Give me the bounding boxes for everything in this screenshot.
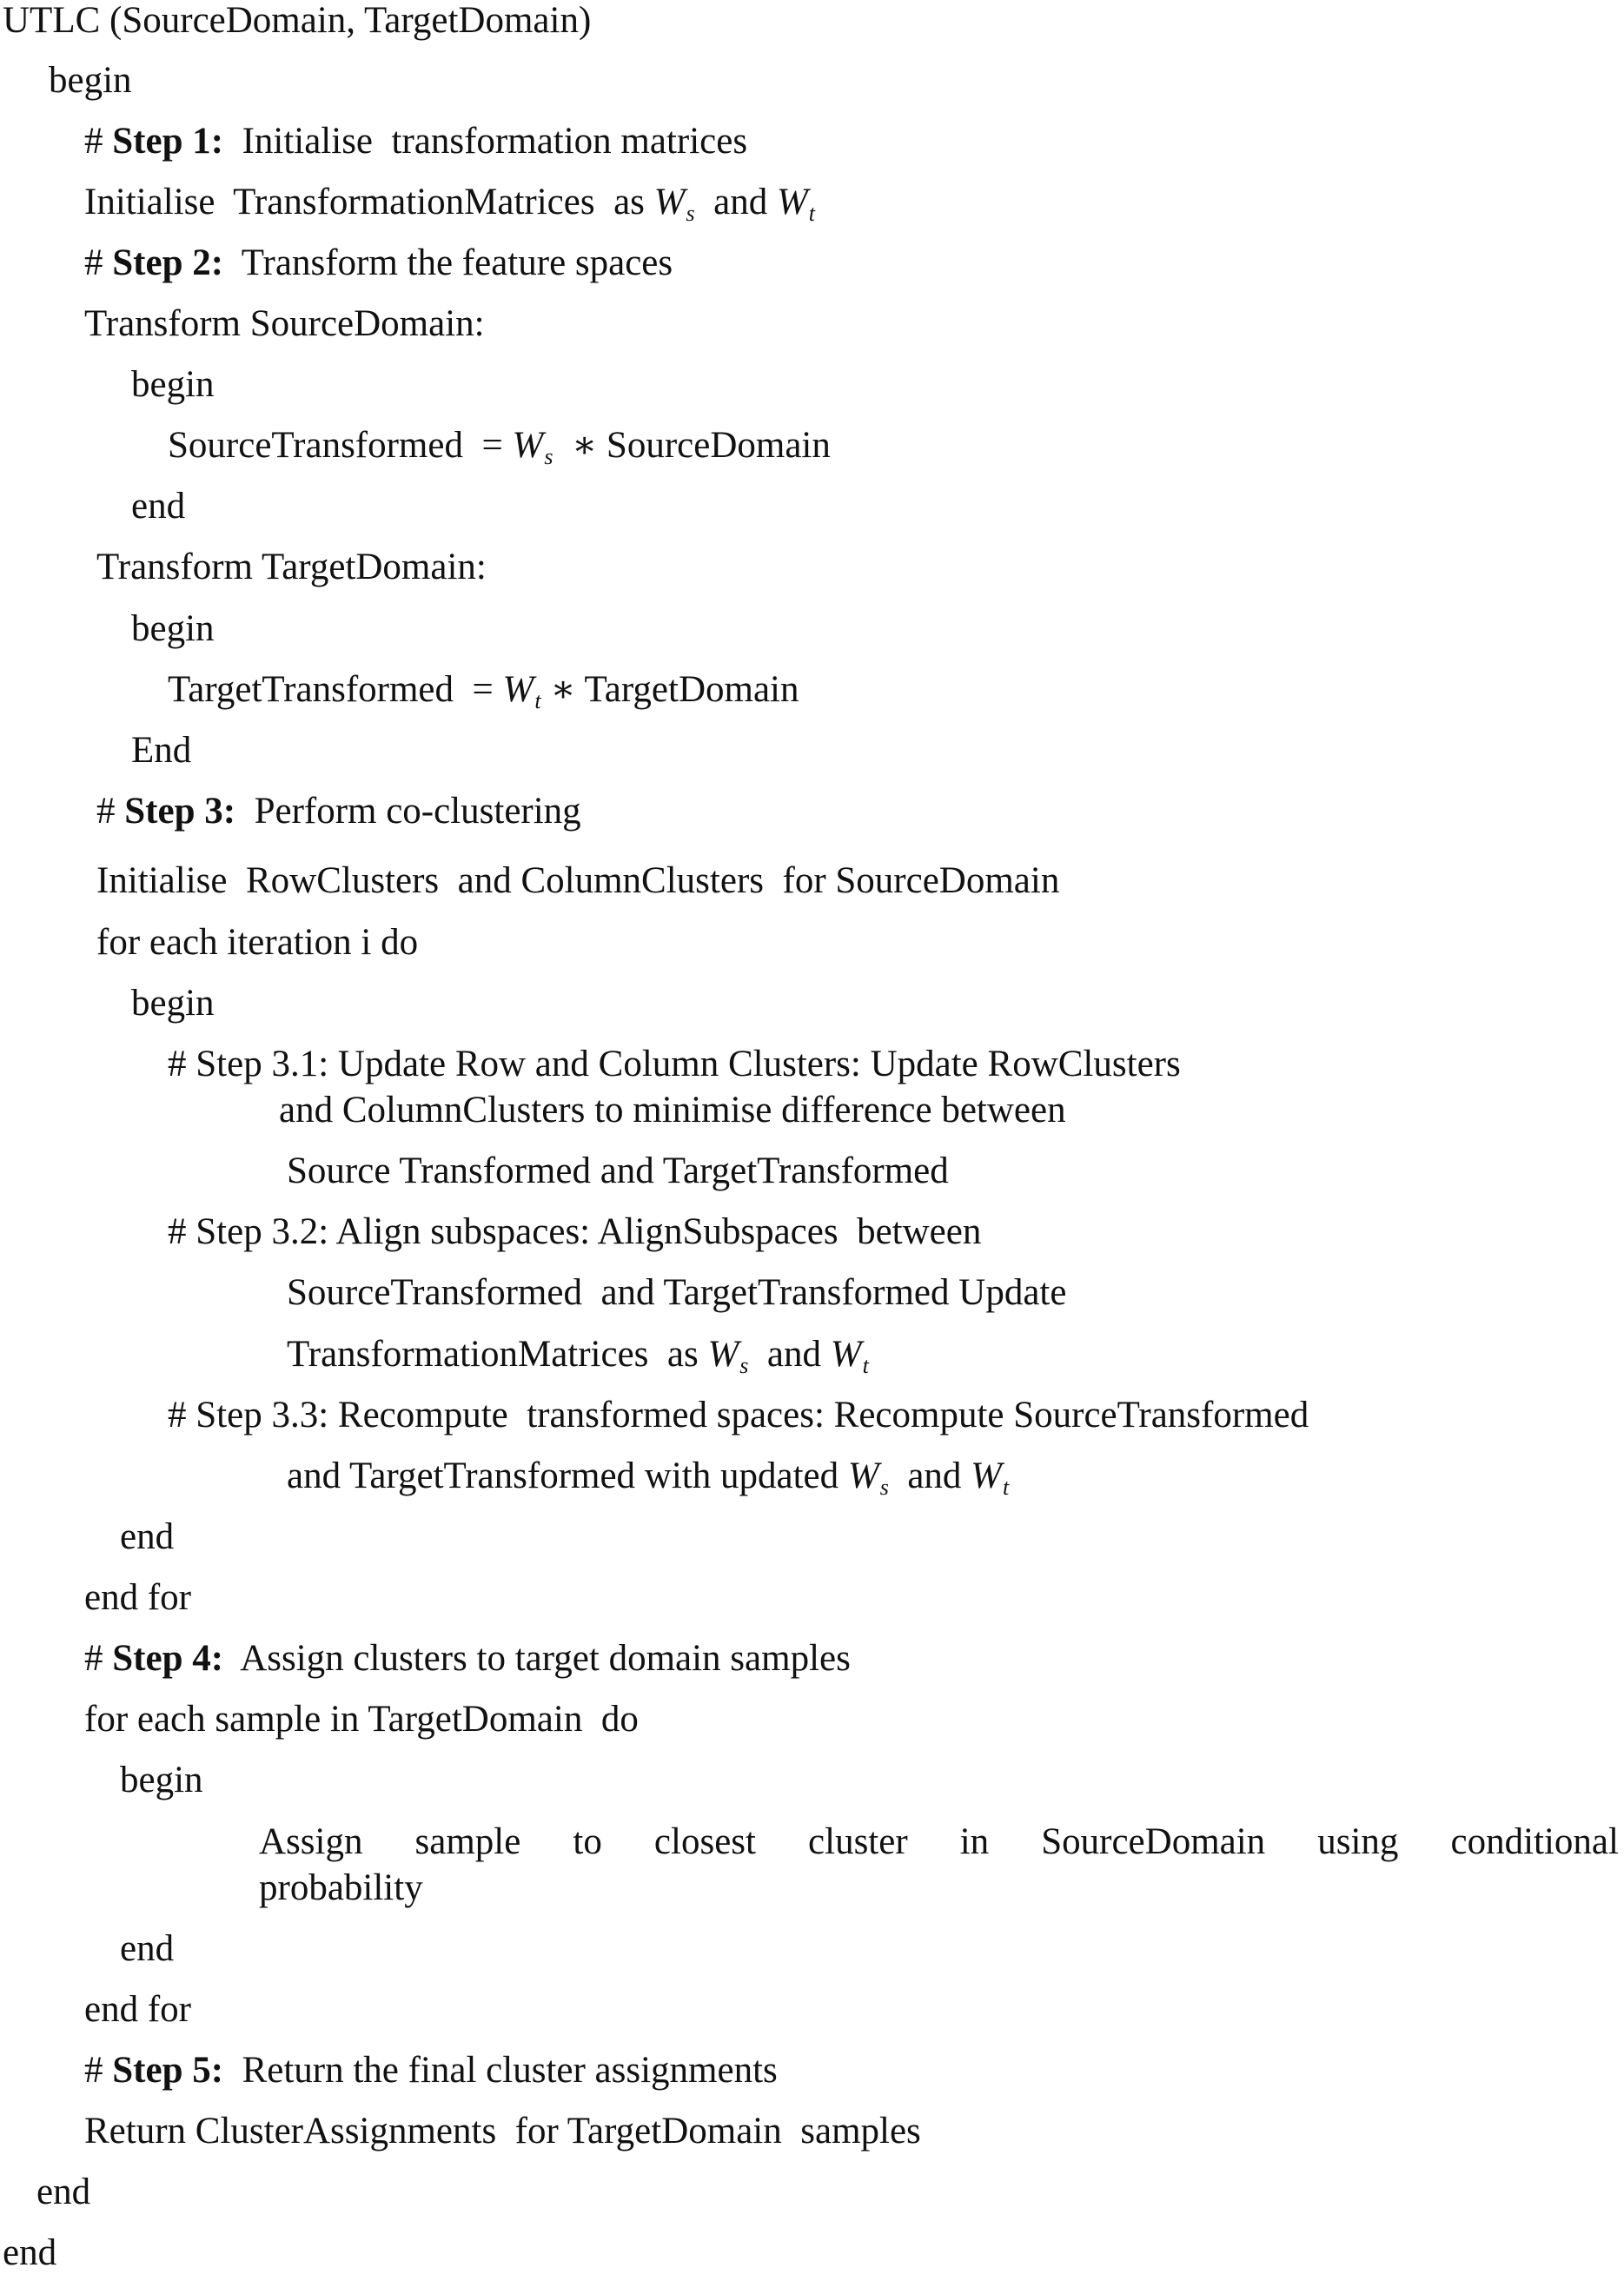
assign-line-2: probability: [259, 1867, 423, 1908]
sample-end: end: [120, 1928, 175, 1969]
step-3-2-line-1: # Step 3.2: Align subspaces: AlignSubspaces between: [168, 1211, 982, 1252]
init-clusters-line: Initialise RowClusters and ColumnClusters for SourceDomain: [96, 860, 1060, 901]
source-end: end: [131, 486, 186, 527]
step-3-1-line-3: Source Transformed and TargetTransformed: [287, 1150, 949, 1191]
outer-end: end: [36, 2172, 91, 2212]
step-3-1-line-2: and ColumnClusters to minimise difference between: [279, 1090, 1066, 1131]
target-begin: begin: [131, 608, 215, 649]
return-line: Return ClusterAssignments for TargetDomain samples: [84, 2111, 921, 2152]
step-3-3-line-1: # Step 3.3: Recompute transformed spaces: Recompute SourceTransformed: [168, 1395, 1309, 1436]
step-4-comment: # Step 4: Assign clusters to target domain samples: [84, 1638, 851, 1679]
init-matrices-line: Initialise TransformationMatrices as $W_s$ and $W_t$: [84, 182, 816, 226]
target-end: End: [131, 730, 192, 771]
algorithm-header: UTLC (SourceDomain, TargetDomain): [3, 0, 592, 41]
sample-end-for: end for: [84, 1989, 191, 2030]
source-begin: begin: [131, 364, 215, 405]
step-2-comment: # Step 2: Transform the feature spaces: [84, 242, 673, 283]
assign-line-1: Assign sample to closest cluster in SourceDomain using conditional: [259, 1821, 1619, 1862]
iteration-end-for: end for: [84, 1577, 191, 1618]
iteration-begin: begin: [131, 983, 215, 1024]
step-3-1-line-1: # Step 3.1: Update Row and Column Clusters: Update RowClusters: [168, 1044, 1181, 1084]
step-3-2-line-3: TransformationMatrices as $W_s$ and $W_t$: [287, 1334, 869, 1378]
target-transformed-equation: TargetTransformed = $W_t$ ∗ TargetDomain: [168, 669, 799, 713]
iteration-end: end: [120, 1516, 175, 1557]
step-3-2-line-2: SourceTransformed and TargetTransformed Update: [287, 1272, 1067, 1313]
algorithm-end: end: [3, 2232, 57, 2273]
for-iteration-line: for each iteration i do: [96, 922, 419, 963]
transform-source-line: Transform SourceDomain:: [84, 303, 485, 344]
source-transformed-equation: SourceTransformed = $W_s$ ∗ SourceDomain: [168, 425, 831, 469]
step-3-comment: # Step 3: Perform co-clustering: [96, 791, 581, 832]
step-5-comment: # Step 5: Return the final cluster assignments: [84, 2050, 778, 2091]
sample-begin: begin: [120, 1760, 203, 1800]
outer-begin: begin: [49, 60, 132, 101]
step-3-3-line-2: and TargetTransformed with updated $W_s$ and $W_t$: [287, 1455, 1010, 1500]
transform-target-line: Transform TargetDomain:: [96, 547, 487, 587]
for-sample-line: for each sample in TargetDomain do: [84, 1699, 639, 1740]
step-1-comment: # Step 1: Initialise transformation matrices: [84, 121, 748, 162]
